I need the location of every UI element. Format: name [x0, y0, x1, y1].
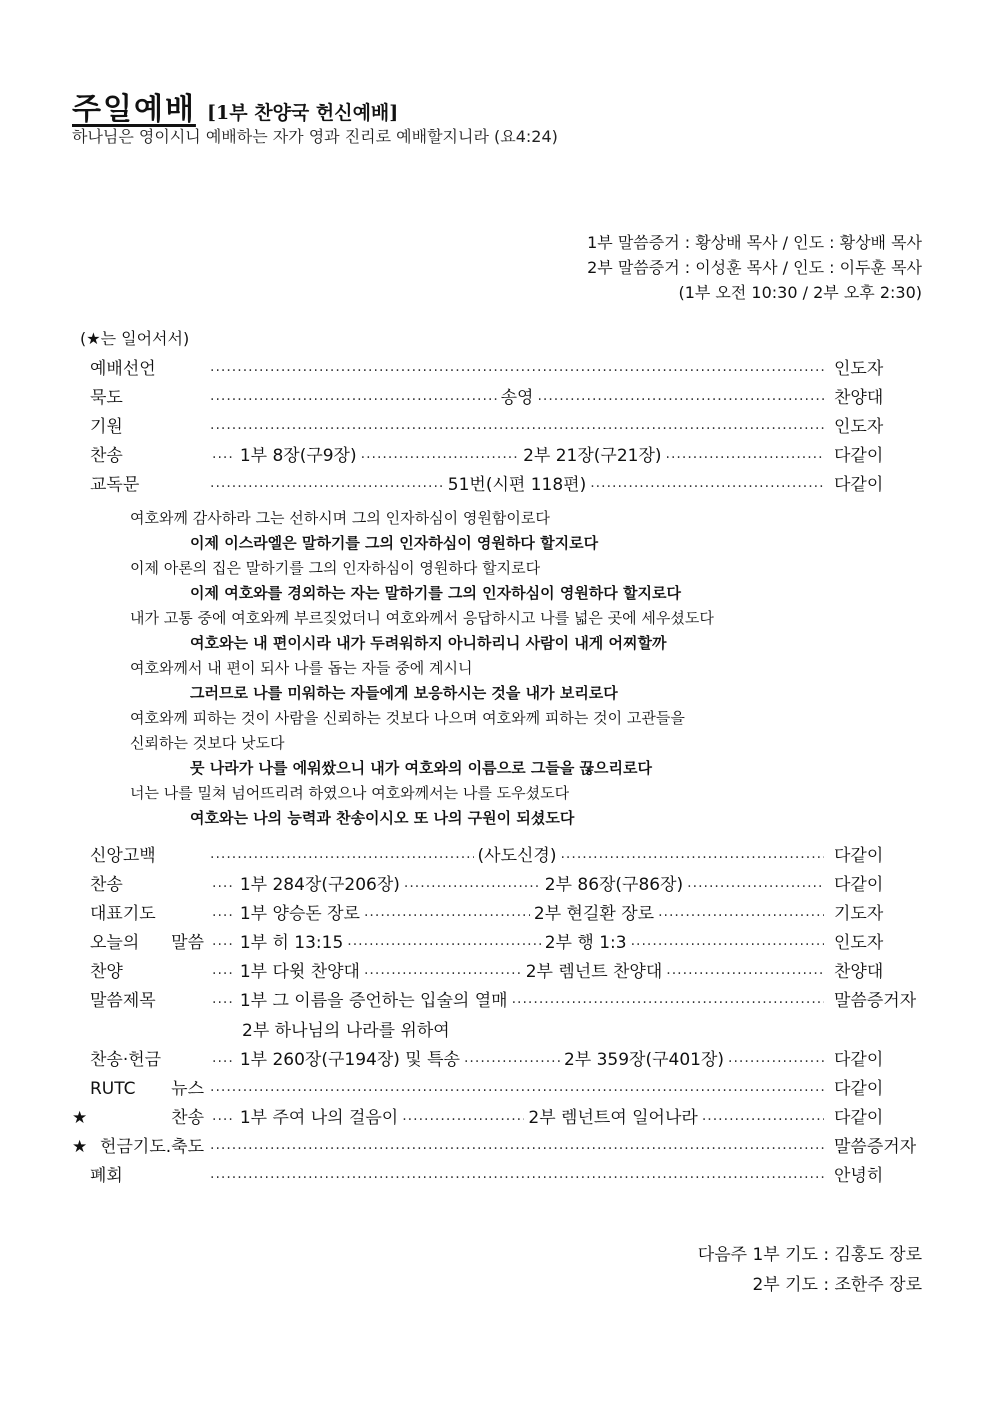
people-response-line: 여호와는 내 편이시라 내가 두려워하지 아니하리니 사람이 내게 어찌할까	[190, 634, 667, 652]
order-responsible: 다같이	[834, 1050, 884, 1070]
dot-leader-icon	[666, 962, 824, 978]
order-responsible: 안녕히	[834, 1166, 884, 1186]
order-responsible: 다같이	[834, 846, 884, 866]
part2-text: 2부 행 1:3	[544, 933, 627, 953]
part1-text: 1부 그 이름을 증언하는 입술의 열매	[239, 991, 508, 1011]
dot-leader-icon	[347, 933, 540, 949]
part1-text: 1부 주여 나의 걸음이	[239, 1108, 399, 1128]
dot-leader-icon: ....	[212, 445, 234, 462]
sermon-title-2: 2부 하나님의 나라를 위하여	[242, 1021, 450, 1041]
order-row	[72, 1130, 922, 1159]
people-response-line: 이제 이스라엘은 말하기를 그의 인자하심이 영원하다 할지로다	[190, 534, 599, 552]
dot-leader-icon	[464, 1050, 560, 1066]
order-detail	[204, 1103, 828, 1128]
dot-leader-icon	[702, 1108, 824, 1124]
order-detail	[204, 986, 828, 1011]
next-week-line-2: 2부 기도 : 조한주 장로	[752, 1275, 922, 1295]
leader-line: 신뢰하는 것보다 낫도다	[130, 734, 285, 752]
dot-leader-icon	[210, 388, 497, 404]
dot-leader-icon: ....	[212, 903, 234, 920]
order-row	[72, 439, 922, 468]
order-detail	[204, 841, 828, 866]
dot-leader-icon: ....	[212, 1107, 234, 1124]
order-row	[72, 955, 922, 984]
part2-text: 2부 359장(구401장)	[563, 1050, 725, 1070]
order-label: 교독문	[90, 475, 140, 495]
order-of-worship-last	[72, 1043, 922, 1188]
dot-leader-icon: ....	[212, 1049, 234, 1066]
order-row	[72, 926, 922, 955]
page-subtitle: [1부 찬양국 헌신예배]	[207, 102, 399, 124]
theme-verse: 하나님은 영이시니 예배하는 자가 영과 진리로 예배할지니라 (요4:24)	[72, 127, 558, 146]
part2-text: 2부 렘넌트여 일어나라	[528, 1108, 698, 1128]
dot-leader-icon	[404, 875, 541, 891]
order-label: ★찬송	[72, 1108, 204, 1128]
order-detail	[204, 417, 828, 433]
order-responsible: 기도자	[834, 904, 884, 924]
order-detail	[204, 1166, 828, 1182]
page-title-block	[72, 84, 398, 128]
order-label: 예배선언	[90, 359, 156, 379]
order-responsible: 다같이	[834, 475, 884, 495]
dot-leader-icon	[210, 417, 824, 433]
order-row	[72, 897, 922, 926]
dot-leader-icon	[361, 446, 519, 462]
order-row	[72, 839, 922, 868]
standing-note: (★는 일어서서)	[80, 329, 190, 348]
order-detail	[204, 1137, 828, 1153]
dot-leader-icon	[210, 1137, 824, 1153]
part2-text: 2부 현길환 장로	[533, 904, 655, 924]
dot-leader-icon: ....	[212, 990, 234, 1007]
order-detail	[204, 470, 828, 495]
dot-leader-icon	[728, 1050, 824, 1066]
next-week-line-1: 다음주 1부 기도 : 김홍도 장로	[697, 1245, 922, 1265]
order-label: 말씀제목	[90, 991, 156, 1011]
dot-leader-icon	[658, 904, 824, 920]
part2-text: 2부 렘넌트 찬양대	[525, 962, 663, 982]
part1-text: 1부 양승돈 장로	[239, 904, 360, 924]
order-of-worship-top	[72, 352, 922, 497]
order-row	[72, 1043, 922, 1072]
order-responsible: 다같이	[834, 1079, 884, 1099]
order-detail	[204, 1045, 828, 1070]
order-responsible: 찬양대	[834, 388, 884, 408]
order-responsible: 인도자	[834, 359, 884, 379]
mid-text: 송영	[500, 388, 534, 408]
order-responsible: 인도자	[834, 417, 884, 437]
dot-leader-icon	[402, 1108, 524, 1124]
order-row	[72, 1159, 922, 1188]
people-response-line: 그러므로 나를 미워하는 자들에게 보응하시는 것을 내가 보리로다	[190, 684, 618, 702]
part1-text: 1부 284장(구206장)	[239, 875, 400, 895]
order-row	[72, 1101, 922, 1130]
mid-text: 51번(시편 118편)	[447, 475, 587, 495]
info-line-3: (1부 오전 10:30 / 2부 오후 2:30)	[678, 283, 922, 302]
dot-leader-icon: ....	[212, 932, 234, 949]
dot-leader-icon	[210, 846, 474, 862]
order-label: 찬송	[90, 875, 123, 895]
order-label: RUTC 뉴스	[90, 1079, 204, 1099]
order-responsible: 인도자	[834, 933, 884, 953]
order-row	[72, 868, 922, 897]
dot-leader-icon	[687, 875, 824, 891]
order-label: 찬송	[90, 446, 123, 466]
next-week-prayer	[698, 1240, 922, 1300]
order-label: 대표기도	[90, 904, 156, 924]
dot-leader-icon	[364, 904, 530, 920]
part2-text: 2부 21장(구21장)	[523, 446, 662, 466]
order-detail	[204, 957, 828, 982]
dot-leader-icon	[210, 1079, 824, 1095]
order-row	[72, 1072, 922, 1101]
order-row	[72, 468, 922, 497]
order-row	[72, 352, 922, 381]
part2-text: 2부 86장(구86장)	[544, 875, 684, 895]
leader-line: 이제 아론의 집은 말하기를 그의 인자하심이 영원하다 할지로다	[130, 559, 541, 577]
order-label: 찬송·헌금	[90, 1050, 162, 1070]
dot-leader-icon	[210, 359, 824, 375]
part1-text: 1부 8장(구9장)	[239, 446, 357, 466]
order-label: 신앙고백	[90, 846, 156, 866]
order-row	[72, 381, 922, 410]
dot-leader-icon	[537, 388, 824, 404]
order-responsible: 다같이	[834, 875, 884, 895]
order-detail	[204, 1079, 828, 1095]
mid-text: (사도신경)	[477, 846, 557, 866]
order-detail	[204, 441, 828, 466]
dot-leader-icon: ....	[212, 874, 234, 891]
part1-text: 1부 히 13:15	[239, 933, 344, 953]
order-detail	[204, 899, 828, 924]
service-info	[587, 230, 922, 305]
part1-text: 1부 260장(구194장) 및 특송	[239, 1050, 460, 1070]
order-label: 오늘의 말씀	[90, 933, 204, 953]
dot-leader-icon	[631, 933, 824, 949]
leader-line: 내가 고통 중에 여호와께 부르짖었더니 여호와께서 응답하시고 나를 넓은 곳에 세우셨도다	[130, 609, 714, 627]
order-label: 기원	[90, 417, 123, 437]
leader-line: 여호와께 감사하라 그는 선하시며 그의 인자하심이 영원함이로다	[130, 509, 550, 527]
people-response-line: 뭇 나라가 나를 에워쌌으니 내가 여호와의 이름으로 그들을 끊으리로다	[190, 759, 652, 777]
dot-leader-icon: ....	[212, 961, 234, 978]
order-label: ★헌금기도.축도	[72, 1137, 204, 1157]
page-title: 주일예배	[72, 92, 196, 127]
dot-leader-icon	[210, 475, 444, 491]
order-label: 묵도	[90, 388, 123, 408]
part1-text: 1부 다윗 찬양대	[239, 962, 360, 982]
order-responsible: 다같이	[834, 446, 884, 466]
dot-leader-icon	[364, 962, 522, 978]
order-responsible: 말씀증거자	[834, 991, 917, 1011]
order-detail	[204, 383, 828, 408]
dot-leader-icon	[512, 991, 824, 1007]
people-response-line: 이제 여호와를 경외하는 자는 말하기를 그의 인자하심이 영원하다 할지로다	[190, 584, 681, 602]
order-detail	[204, 359, 828, 375]
dot-leader-icon	[560, 846, 824, 862]
leader-line: 여호와께서 내 편이 되사 나를 돕는 자들 중에 계시니	[130, 659, 473, 677]
order-row	[72, 984, 922, 1013]
order-responsible: 찬양대	[834, 962, 884, 982]
order-responsible: 말씀증거자	[834, 1137, 917, 1157]
order-detail	[204, 870, 828, 895]
info-line-2: 2부 말씀증거 : 이성훈 목사 / 인도 : 이두훈 목사	[587, 258, 922, 277]
leader-line: 너는 나를 밀쳐 넘어뜨리려 하였으나 여호와께서는 나를 도우셨도다	[130, 784, 570, 802]
leader-line: 여호와께 피하는 것이 사람을 신뢰하는 것보다 나으며 여호와께 피하는 것이 고관들을	[130, 709, 685, 727]
order-detail	[204, 928, 828, 953]
order-responsible: 다같이	[834, 1108, 884, 1128]
people-response-line: 여호와는 나의 능력과 찬송이시오 또 나의 구원이 되셨도다	[190, 809, 575, 827]
order-label: 폐회	[90, 1166, 123, 1186]
info-line-1: 1부 말씀증거 : 황상배 목사 / 인도 : 황상배 목사	[587, 233, 922, 252]
order-label: 찬양	[90, 962, 123, 982]
order-row	[72, 410, 922, 439]
dot-leader-icon	[590, 475, 824, 491]
dot-leader-icon	[210, 1166, 824, 1182]
order-of-worship-bottom	[72, 839, 922, 1013]
responsive-reading	[72, 506, 922, 831]
dot-leader-icon	[666, 446, 824, 462]
